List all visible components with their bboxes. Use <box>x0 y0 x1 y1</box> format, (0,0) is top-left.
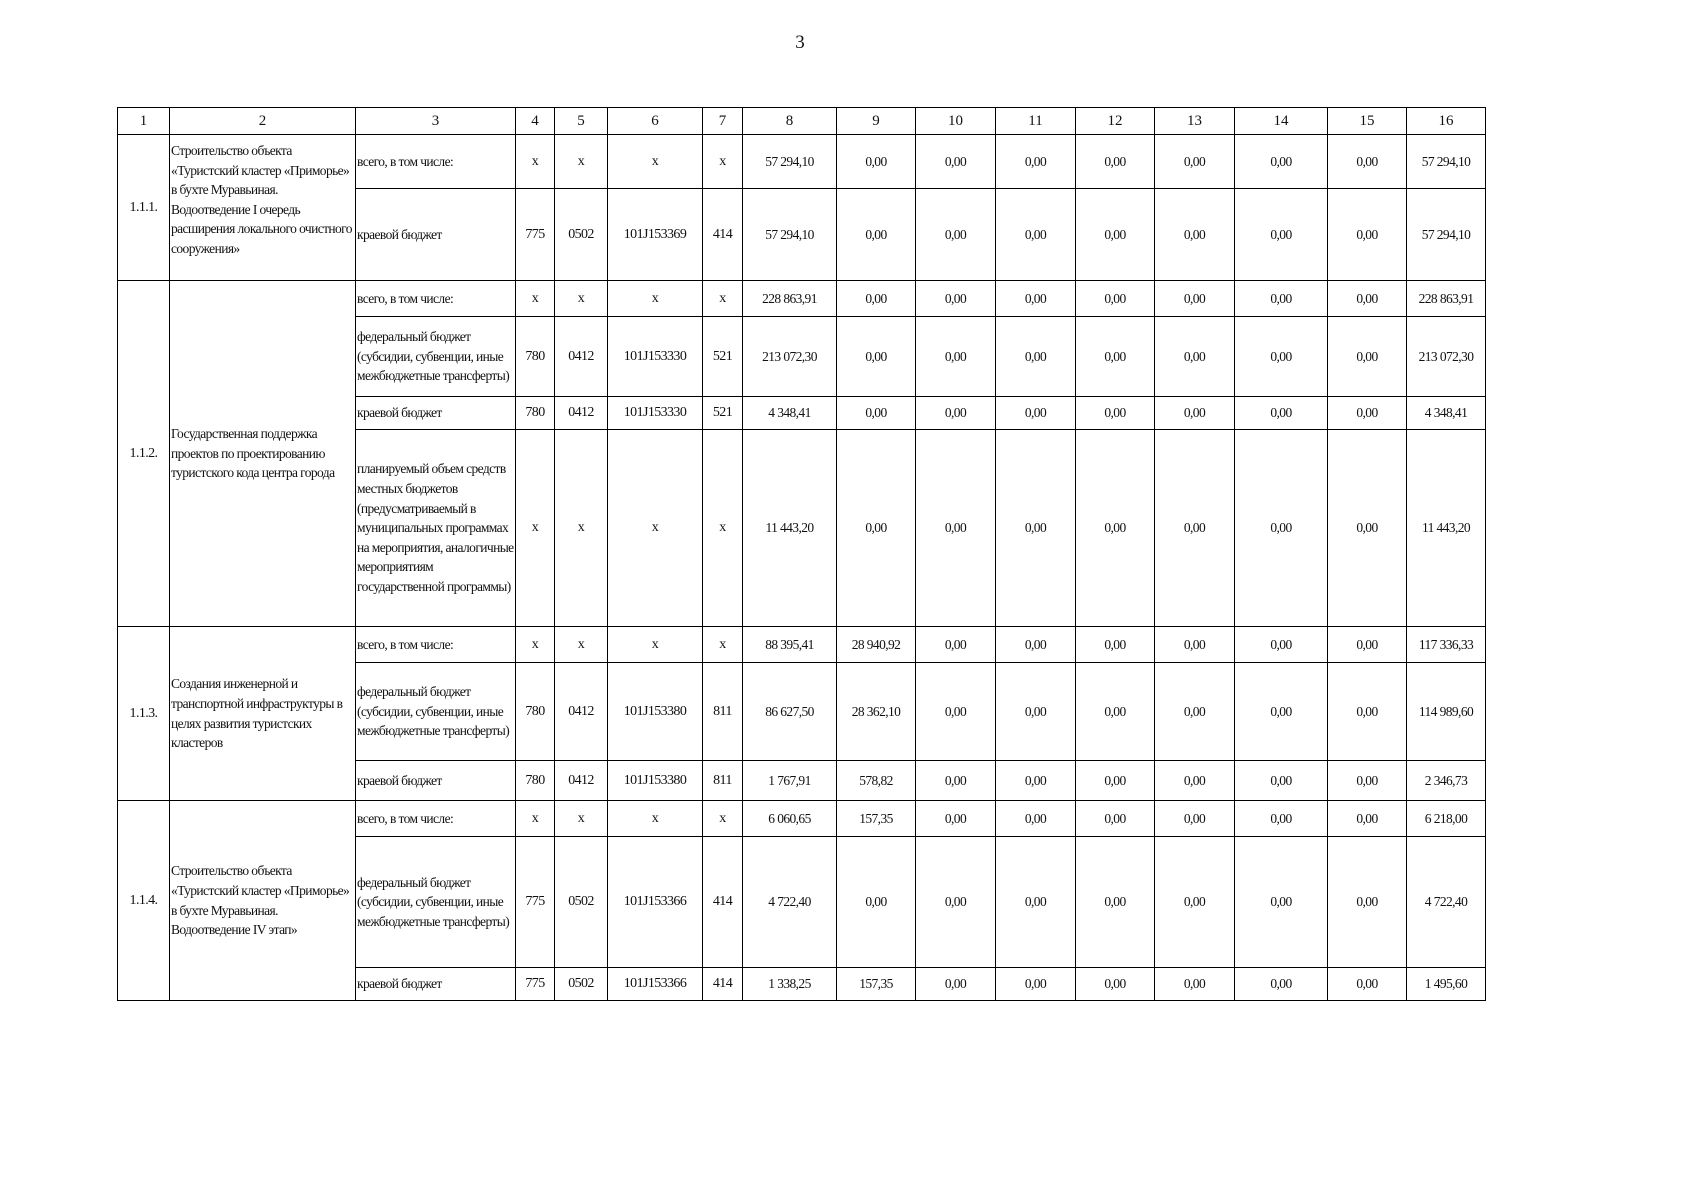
section-code: x <box>555 135 608 189</box>
amount-value: 0,00 <box>1328 663 1407 761</box>
column-number: 6 <box>608 108 703 135</box>
column-number: 16 <box>1407 108 1486 135</box>
amount-value: 578,82 <box>837 761 916 801</box>
amount-value: 1 338,25 <box>743 968 837 1001</box>
amount-value: 0,00 <box>837 837 916 968</box>
amount-value: 0,00 <box>1076 281 1155 317</box>
admin-code: 780 <box>516 397 555 430</box>
amount-value: 28 940,92 <box>837 627 916 663</box>
item-name: Государственная поддержка проектов по проектированию туристского кода центра города <box>170 281 356 627</box>
column-number: 15 <box>1328 108 1407 135</box>
amount-value: 157,35 <box>837 801 916 837</box>
amount-value: 114 989,60 <box>1407 663 1486 761</box>
amount-value: 0,00 <box>1328 430 1407 627</box>
amount-value: 6 060,65 <box>743 801 837 837</box>
amount-value: 0,00 <box>996 430 1076 627</box>
target-article-code: x <box>608 135 703 189</box>
expense-type-code: 811 <box>703 663 743 761</box>
funding-source: всего, в том числе: <box>356 627 516 663</box>
amount-value: 0,00 <box>996 281 1076 317</box>
funding-source: всего, в том числе: <box>356 801 516 837</box>
amount-value: 0,00 <box>916 627 996 663</box>
admin-code: x <box>516 281 555 317</box>
admin-code: 775 <box>516 837 555 968</box>
funding-source: всего, в том числе: <box>356 135 516 189</box>
amount-value: 0,00 <box>916 801 996 837</box>
funding-source: федеральный бюджет (субсидии, субвенции, иные межбюджетные трансферты) <box>356 317 516 397</box>
amount-value: 0,00 <box>916 397 996 430</box>
target-article-code: x <box>608 801 703 837</box>
expense-type-code: x <box>703 281 743 317</box>
amount-value: 0,00 <box>837 397 916 430</box>
expense-type-code: 414 <box>703 968 743 1001</box>
target-article-code: 101J153366 <box>608 968 703 1001</box>
amount-value: 0,00 <box>1076 430 1155 627</box>
column-number: 8 <box>743 108 837 135</box>
amount-value: 0,00 <box>1155 627 1235 663</box>
column-number: 5 <box>555 108 608 135</box>
amount-value: 1 495,60 <box>1407 968 1486 1001</box>
amount-value: 0,00 <box>1155 281 1235 317</box>
amount-value: 0,00 <box>1155 397 1235 430</box>
budget-table <box>117 107 1486 1001</box>
section-code: x <box>555 281 608 317</box>
expense-type-code: x <box>703 430 743 627</box>
amount-value: 0,00 <box>916 189 996 281</box>
amount-value: 11 443,20 <box>743 430 837 627</box>
amount-value: 0,00 <box>996 135 1076 189</box>
amount-value: 0,00 <box>916 430 996 627</box>
column-number: 14 <box>1235 108 1328 135</box>
amount-value: 0,00 <box>1328 968 1407 1001</box>
amount-value: 0,00 <box>1076 135 1155 189</box>
section-code: 0502 <box>555 189 608 281</box>
amount-value: 0,00 <box>916 968 996 1001</box>
admin-code: 780 <box>516 317 555 397</box>
amount-value: 4 348,41 <box>743 397 837 430</box>
item-code: 1.1.4. <box>118 801 170 1001</box>
amount-value: 0,00 <box>1155 837 1235 968</box>
amount-value: 0,00 <box>1235 189 1328 281</box>
amount-value: 0,00 <box>1076 317 1155 397</box>
amount-value: 0,00 <box>996 801 1076 837</box>
target-article-code: 101J153330 <box>608 317 703 397</box>
funding-source: планируемый объем средств местных бюджетов (предусматриваемый в муниципальных программах на мероприятия, аналогичные мероприятиям государственной программы) <box>356 430 516 627</box>
target-article-code: x <box>608 281 703 317</box>
amount-value: 0,00 <box>1076 627 1155 663</box>
amount-value: 228 863,91 <box>1407 281 1486 317</box>
target-article-code: 101J153380 <box>608 663 703 761</box>
amount-value: 0,00 <box>916 135 996 189</box>
amount-value: 0,00 <box>996 627 1076 663</box>
amount-value: 0,00 <box>1155 430 1235 627</box>
amount-value: 0,00 <box>837 317 916 397</box>
funding-source: всего, в том числе: <box>356 281 516 317</box>
column-number: 2 <box>170 108 356 135</box>
section-code: 0502 <box>555 837 608 968</box>
admin-code: 775 <box>516 189 555 281</box>
amount-value: 0,00 <box>1076 801 1155 837</box>
amount-value: 0,00 <box>1076 189 1155 281</box>
funding-source: федеральный бюджет (субсидии, субвенции, иные межбюджетные трансферты) <box>356 837 516 968</box>
amount-value: 0,00 <box>996 968 1076 1001</box>
amount-value: 0,00 <box>996 189 1076 281</box>
expense-type-code: x <box>703 135 743 189</box>
section-code: 0412 <box>555 761 608 801</box>
target-article-code: x <box>608 430 703 627</box>
expense-type-code: x <box>703 627 743 663</box>
amount-value: 0,00 <box>1328 397 1407 430</box>
amount-value: 0,00 <box>1235 397 1328 430</box>
amount-value: 0,00 <box>1155 663 1235 761</box>
target-article-code: x <box>608 627 703 663</box>
column-number: 12 <box>1076 108 1155 135</box>
section-code: 0412 <box>555 317 608 397</box>
section-code: 0412 <box>555 397 608 430</box>
amount-value: 0,00 <box>1235 968 1328 1001</box>
table-row <box>118 627 1486 663</box>
amount-value: 117 336,33 <box>1407 627 1486 663</box>
amount-value: 57 294,10 <box>743 189 837 281</box>
amount-value: 0,00 <box>1235 135 1328 189</box>
column-number: 1 <box>118 108 170 135</box>
amount-value: 213 072,30 <box>1407 317 1486 397</box>
amount-value: 0,00 <box>1076 837 1155 968</box>
amount-value: 0,00 <box>996 317 1076 397</box>
amount-value: 4 722,40 <box>743 837 837 968</box>
amount-value: 57 294,10 <box>1407 189 1486 281</box>
amount-value: 88 395,41 <box>743 627 837 663</box>
amount-value: 0,00 <box>1235 837 1328 968</box>
amount-value: 0,00 <box>1328 135 1407 189</box>
amount-value: 0,00 <box>1076 761 1155 801</box>
admin-code: 780 <box>516 663 555 761</box>
amount-value: 0,00 <box>996 837 1076 968</box>
amount-value: 0,00 <box>996 663 1076 761</box>
page-number: 3 <box>795 32 805 53</box>
amount-value: 0,00 <box>1235 663 1328 761</box>
admin-code: x <box>516 135 555 189</box>
amount-value: 0,00 <box>837 135 916 189</box>
amount-value: 0,00 <box>1328 627 1407 663</box>
amount-value: 86 627,50 <box>743 663 837 761</box>
section-code: 0412 <box>555 663 608 761</box>
column-number: 7 <box>703 108 743 135</box>
item-code: 1.1.3. <box>118 627 170 801</box>
amount-value: 0,00 <box>1235 627 1328 663</box>
expense-type-code: 414 <box>703 837 743 968</box>
item-code: 1.1.2. <box>118 281 170 627</box>
amount-value: 213 072,30 <box>743 317 837 397</box>
expense-type-code: x <box>703 801 743 837</box>
column-number: 4 <box>516 108 555 135</box>
amount-value: 0,00 <box>916 837 996 968</box>
table-row <box>118 281 1486 317</box>
table-row <box>118 801 1486 837</box>
amount-value: 4 348,41 <box>1407 397 1486 430</box>
amount-value: 0,00 <box>1076 663 1155 761</box>
item-name: Создания инженерной и транспортной инфраструктуры в целях развития туристских кластеров <box>170 627 356 801</box>
amount-value: 0,00 <box>1328 317 1407 397</box>
amount-value: 0,00 <box>1235 317 1328 397</box>
amount-value: 28 362,10 <box>837 663 916 761</box>
amount-value: 0,00 <box>1155 968 1235 1001</box>
amount-value: 0,00 <box>1235 761 1328 801</box>
amount-value: 0,00 <box>837 430 916 627</box>
amount-value: 0,00 <box>1076 968 1155 1001</box>
amount-value: 0,00 <box>1235 430 1328 627</box>
amount-value: 228 863,91 <box>743 281 837 317</box>
target-article-code: 101J153366 <box>608 837 703 968</box>
admin-code: x <box>516 801 555 837</box>
section-code: x <box>555 801 608 837</box>
amount-value: 157,35 <box>837 968 916 1001</box>
funding-source: краевой бюджет <box>356 761 516 801</box>
column-number: 11 <box>996 108 1076 135</box>
column-number: 3 <box>356 108 516 135</box>
amount-value: 0,00 <box>837 189 916 281</box>
item-code: 1.1.1. <box>118 135 170 281</box>
column-number: 13 <box>1155 108 1235 135</box>
amount-value: 0,00 <box>1076 397 1155 430</box>
section-code: x <box>555 430 608 627</box>
amount-value: 0,00 <box>837 281 916 317</box>
amount-value: 0,00 <box>1235 281 1328 317</box>
amount-value: 6 218,00 <box>1407 801 1486 837</box>
funding-source: краевой бюджет <box>356 189 516 281</box>
amount-value: 4 722,40 <box>1407 837 1486 968</box>
amount-value: 0,00 <box>1155 189 1235 281</box>
expense-type-code: 414 <box>703 189 743 281</box>
amount-value: 0,00 <box>1155 761 1235 801</box>
amount-value: 0,00 <box>1235 801 1328 837</box>
column-number-row <box>118 108 1486 135</box>
amount-value: 0,00 <box>996 397 1076 430</box>
item-name: Строительство объекта «Туристский кластер «Приморье» в бухте Муравьиная. Водоотведение I очередь расширения локального очистного сооружения» <box>170 135 356 281</box>
table-row <box>118 135 1486 189</box>
item-name: Строительство объекта «Туристский кластер «Приморье» в бухте Муравьиная. Водоотведение IV этап» <box>170 801 356 1001</box>
section-code: 0502 <box>555 968 608 1001</box>
expense-type-code: 521 <box>703 317 743 397</box>
target-article-code: 101J153369 <box>608 189 703 281</box>
amount-value: 0,00 <box>1328 281 1407 317</box>
amount-value: 0,00 <box>1328 801 1407 837</box>
amount-value: 0,00 <box>1155 317 1235 397</box>
amount-value: 0,00 <box>1328 761 1407 801</box>
expense-type-code: 521 <box>703 397 743 430</box>
column-number: 10 <box>916 108 996 135</box>
admin-code: x <box>516 627 555 663</box>
funding-source: федеральный бюджет (субсидии, субвенции, иные межбюджетные трансферты) <box>356 663 516 761</box>
amount-value: 57 294,10 <box>743 135 837 189</box>
amount-value: 0,00 <box>916 281 996 317</box>
expense-type-code: 811 <box>703 761 743 801</box>
amount-value: 2 346,73 <box>1407 761 1486 801</box>
amount-value: 11 443,20 <box>1407 430 1486 627</box>
amount-value: 0,00 <box>1155 801 1235 837</box>
funding-source: краевой бюджет <box>356 968 516 1001</box>
admin-code: 780 <box>516 761 555 801</box>
amount-value: 0,00 <box>916 761 996 801</box>
amount-value: 0,00 <box>996 761 1076 801</box>
amount-value: 0,00 <box>916 317 996 397</box>
column-number: 9 <box>837 108 916 135</box>
amount-value: 57 294,10 <box>1407 135 1486 189</box>
amount-value: 0,00 <box>1328 189 1407 281</box>
amount-value: 0,00 <box>1328 837 1407 968</box>
amount-value: 0,00 <box>916 663 996 761</box>
admin-code: x <box>516 430 555 627</box>
target-article-code: 101J153330 <box>608 397 703 430</box>
amount-value: 0,00 <box>1155 135 1235 189</box>
admin-code: 775 <box>516 968 555 1001</box>
section-code: x <box>555 627 608 663</box>
amount-value: 1 767,91 <box>743 761 837 801</box>
funding-source: краевой бюджет <box>356 397 516 430</box>
target-article-code: 101J153380 <box>608 761 703 801</box>
